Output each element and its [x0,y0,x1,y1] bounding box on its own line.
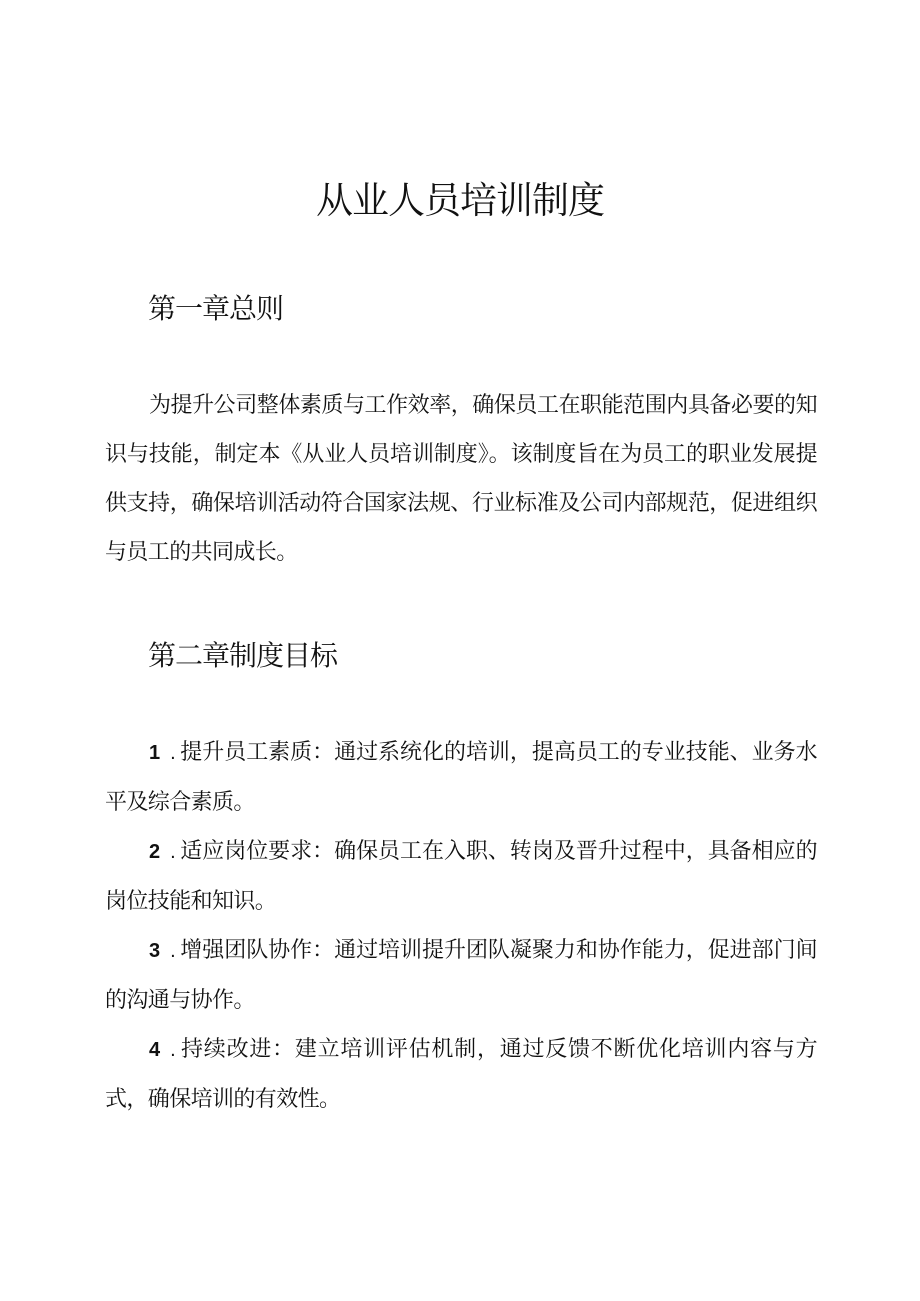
objective-text: 持续改进：建立培训评估机制，通过反馈不断优化培训内容与方式，确保培训的有效性。 [105,1037,817,1112]
objective-text: 增强团队协作：通过培训提升团队凝聚力和协作能力，促进部门间的沟通与协作。 [105,938,817,1013]
objective-number: 1 [149,742,161,764]
objective-separator: . [170,940,176,962]
objective-separator: . [170,742,176,764]
objective-item-4 [105,1025,817,1124]
objective-item-3 [105,926,817,1025]
objective-separator: . [170,841,176,863]
chapter-1-heading: 第一章总则 [148,292,284,325]
objective-number: 3 [149,940,161,962]
objective-number: 2 [149,841,161,863]
objective-text: 适应岗位要求：确保员工在入职、转岗及晋升过程中，具备相应的岗位技能和知识。 [105,839,817,914]
objective-item-2 [105,827,817,926]
objective-separator: . [170,1039,176,1061]
objective-number: 4 [149,1039,161,1061]
objective-text: 提升员工素质：通过系统化的培训，提高员工的专业技能、业务水平及综合素质。 [105,740,817,815]
document-title: 从业人员培训制度 [316,179,604,222]
chapter-2-heading: 第二章制度目标 [148,639,338,672]
objectives-list [105,728,817,1124]
chapter-1-paragraph: 为提升公司整体素质与工作效率，确保员工在职能范围内具备必要的知识与技能，制定本《从业人员培训制度》。该制度旨在为员工的职业发展提供支持，确保培训活动符合国家法规、行业标准及公司内部规范，促进组织与员工的共同成长。 [105,393,817,565]
objective-item-1 [105,728,817,827]
